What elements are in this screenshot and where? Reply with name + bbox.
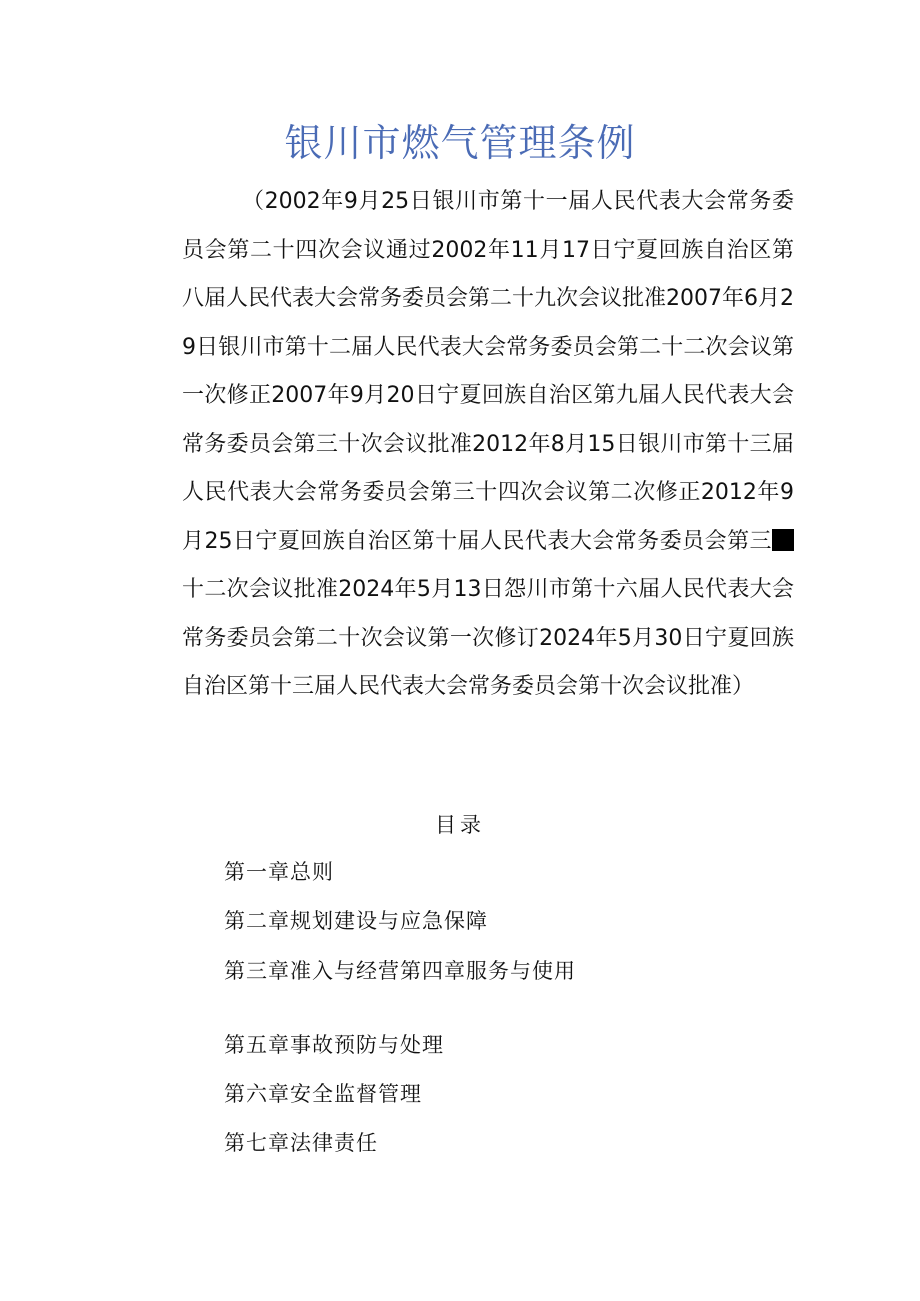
toc-item-chapter-6: 第六章安全监督管理 xyxy=(224,1082,422,1106)
preamble-text-part-2: 十二次会议批准2024年5月13日怨川市第十六届人民代表大会常务委员会第二十次会议第一次修订2024年5月30日宁夏回族自治区第十三届人民代表大会常务委员会第十次会议批准） xyxy=(182,577,794,699)
toc-item-chapter-1: 第一章总则 xyxy=(224,860,334,884)
toc-item-chapter-3-4: 第三章准入与经营第四章服务与使用 xyxy=(224,959,576,983)
toc-item-chapter-2: 第二章规划建设与应急保障 xyxy=(224,909,488,933)
preamble-text-part-1: （2002年9月25日银川市第十一届人民代表大会常务委员会第二十四次会议通过2002年11月17日宁夏回族自治区第八届人民代表大会常务委员会第二十九次会议批准2007年6月29日银川市第十二届人民代表大会常务委员会第二十二次会议第一次修正2007年9月20日宁夏回族自治区第九届人民代表大会常务委员会第三十次会议批准2012年8月15日银川市第十三届人民代表大会常务委员会第三十四次会议第二次修正2012年9月25日宁夏回族自治区第十届人民代表大会常务委员会第三 xyxy=(182,189,794,554)
legislative-history-preamble xyxy=(182,178,794,712)
toc-item-chapter-7: 第七章法律责任 xyxy=(224,1131,378,1155)
redaction-mark xyxy=(772,529,794,551)
toc-heading: 目录 xyxy=(435,813,485,837)
document-title: 银川市燃气管理条例 xyxy=(284,121,636,165)
toc-item-chapter-5: 第五章事故预防与处理 xyxy=(224,1033,444,1057)
